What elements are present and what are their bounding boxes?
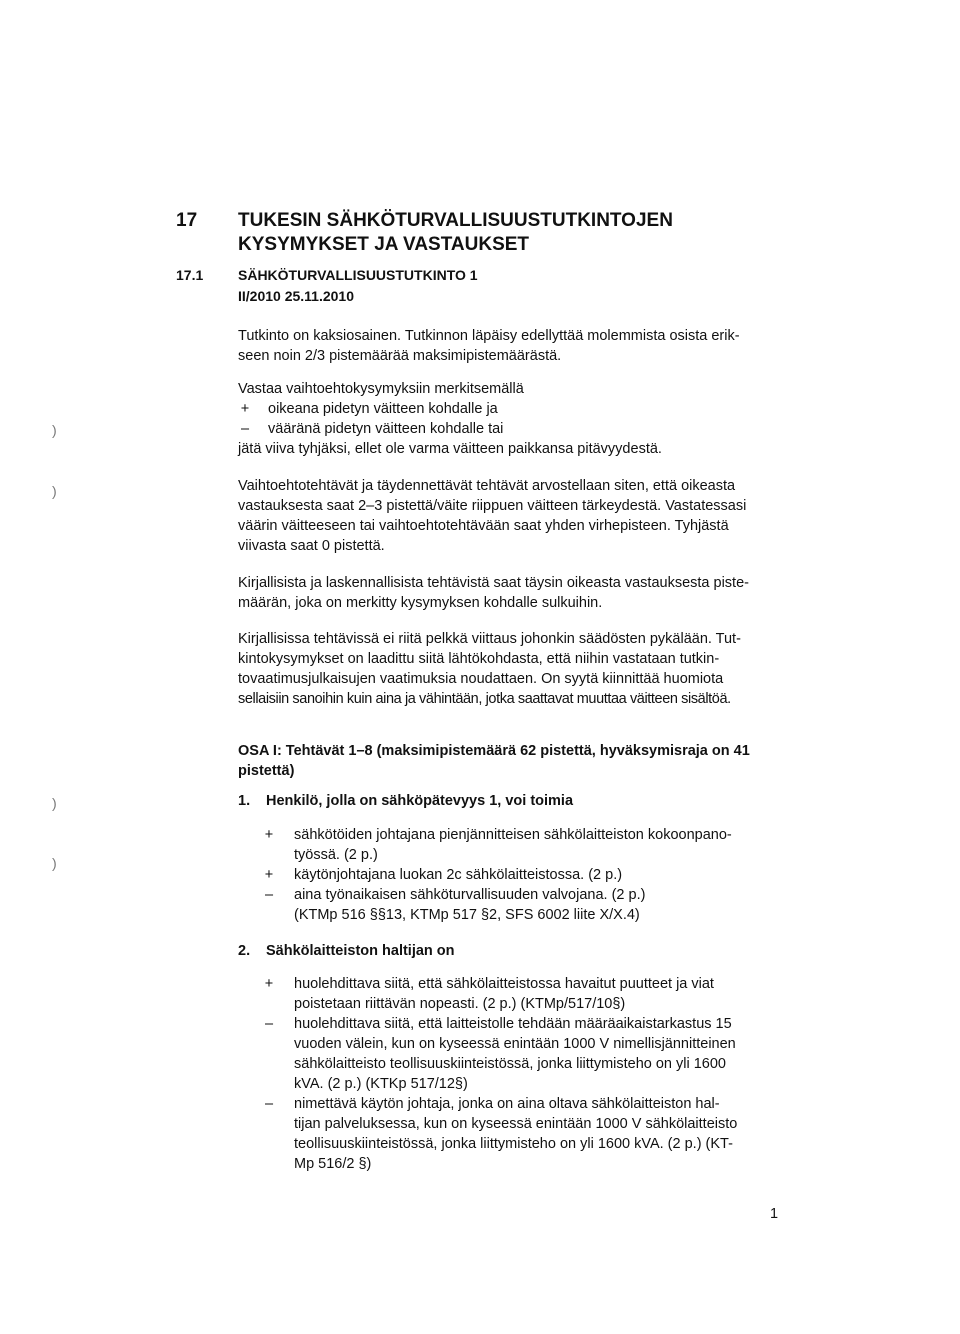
instructions-minus-row bbox=[238, 419, 798, 439]
option-line: teollisuuskiinteistössä, jonka liittymisteho on yli 1600 kVA. (2 p.) (KT- bbox=[294, 1136, 733, 1152]
option-line: tijan palveluksessa, kun on kyseessä enintään 1000 V sähkölaitteisto bbox=[294, 1116, 738, 1132]
instructions-plus-text: oikeana pidetyn väitteen kohdalle ja bbox=[268, 401, 498, 417]
written-tasks-line: Kirjallisista ja laskennallisista tehtävistä saat täysin oikeasta vastauksesta piste- bbox=[238, 575, 749, 591]
references-line: kintokysymykset on laadittu siitä lähtökohdasta, että niihin vastataan tutkin- bbox=[238, 651, 720, 667]
question1-title: Henkilö, jolla on sähköpätevyys 1, voi toimia bbox=[266, 793, 574, 809]
instructions-line: Vastaa vaihtoehtokysymyksiin merkitsemällä bbox=[238, 381, 524, 397]
question2-options bbox=[262, 974, 802, 1174]
references-line: sellaisiin sanoihin kuin aina ja vähintään, jotka saattavat muuttaa väitteen sisältöä. bbox=[238, 691, 731, 707]
option-symbol: + bbox=[264, 976, 274, 992]
option-line: poistetaan riittävän nopeasti. (2 p.) (KTMp/517/10§) bbox=[294, 996, 626, 1012]
page-number: 1 bbox=[770, 1206, 779, 1222]
chapter-number: 17 bbox=[176, 210, 198, 231]
instructions-line: jätä viiva tyhjäksi, ellet ole varma väitteen paikkansa pitävyydestä. bbox=[238, 441, 662, 457]
option-line: huolehdittava siitä, että sähkölaitteistossa havaitut puutteet ja viat bbox=[294, 976, 714, 992]
margin-mark: ) bbox=[52, 795, 57, 811]
option-symbol: – bbox=[264, 1096, 274, 1112]
section-title-line1: SÄHKÖTURVALLISUUSTUTKINTO 1 bbox=[238, 267, 478, 283]
question1-option bbox=[262, 825, 802, 865]
scoring-line: vastauksesta saat 2–3 pistettä/väite riippuen väitteen tärkeydestä. Vastatessasi bbox=[238, 498, 747, 514]
scoring-line: väärin väitteeseen tai vaihtoehtotehtävään saat yhden virhepisteen. Tyhjästä bbox=[238, 518, 729, 534]
intro-line: Tutkinto on kaksiosainen. Tutkinnon läpäisy edellyttää molemmista osista erik- bbox=[238, 328, 740, 344]
references-line: Kirjallisissa tehtävissä ei riitä pelkkä viittaus johonkin säädösten pykälään. Tut- bbox=[238, 631, 741, 647]
option-symbol: – bbox=[264, 887, 274, 903]
scoring-paragraph bbox=[238, 476, 746, 556]
option-symbol: – bbox=[264, 1016, 274, 1032]
option-line: työssä. (2 p.) bbox=[294, 847, 378, 863]
intro-paragraph bbox=[238, 326, 740, 366]
margin-mark: ) bbox=[52, 422, 57, 438]
option-line: sähkölaitteisto teollisuuskiinteistössä, jonka liittymisteho on yli 1600 bbox=[294, 1056, 726, 1072]
part1-heading-line: OSA I: Tehtävät 1–8 (maksimipistemäärä 62 pistettä, hyväksymisraja on 41 bbox=[238, 743, 750, 759]
option-line: aina työnaikaisen sähköturvallisuuden valvojana. (2 p.) bbox=[294, 887, 646, 903]
question2-option bbox=[262, 1014, 802, 1094]
margin-mark: ) bbox=[52, 483, 57, 499]
references-line: tovaatimusjulkaisujen vaatimuksia noudattaen. On syytä kiinnittää huomiota bbox=[238, 671, 724, 687]
answer-instructions bbox=[238, 379, 798, 459]
scoring-line: viivasta saat 0 pistettä. bbox=[238, 538, 385, 554]
option-symbol: + bbox=[264, 867, 274, 883]
option-line: käytönjohtajana luokan 2c sähkölaitteistossa. (2 p.) bbox=[294, 867, 623, 883]
section-number: 17.1 bbox=[176, 267, 204, 283]
margin-mark: ) bbox=[52, 855, 57, 871]
section-title-line2: II/2010 25.11.2010 bbox=[238, 288, 354, 304]
option-line: kVA. (2 p.) (KTKp 517/12§) bbox=[294, 1076, 468, 1092]
part1-heading-line: pistettä) bbox=[238, 763, 295, 779]
question1-option bbox=[262, 885, 802, 925]
question2-option bbox=[262, 974, 802, 1014]
question1-number: 1. bbox=[238, 793, 251, 809]
option-symbol: + bbox=[264, 827, 274, 843]
instructions-plus-row bbox=[238, 399, 798, 419]
option-line: (KTMp 516 §§13, KTMp 517 §2, SFS 6002 liite X/X.4) bbox=[294, 907, 640, 923]
option-line: sähkötöiden johtajana pienjännitteisen sähkölaitteiston kokoonpano- bbox=[294, 827, 732, 843]
option-line: huolehdittava siitä, että laitteistolle tehdään määräaikaistarkastus 15 bbox=[294, 1016, 732, 1032]
question2-number: 2. bbox=[238, 943, 251, 959]
instructions-minus-text: vääränä pidetyn väitteen kohdalle tai bbox=[268, 421, 504, 437]
question1-options bbox=[262, 825, 802, 925]
references-paragraph bbox=[238, 629, 741, 709]
option-line: Mp 516/2 §) bbox=[294, 1156, 372, 1172]
option-line: nimettävä käytön johtaja, jonka on aina oltava sähkölaitteiston hal- bbox=[294, 1096, 720, 1112]
minus-symbol: – bbox=[240, 421, 250, 437]
chapter-title-line2: KYSYMYKSET JA VASTAUKSET bbox=[238, 234, 530, 255]
scoring-line: Vaihtoehtotehtävät ja täydennettävät tehtävät arvostellaan siten, että oikeasta bbox=[238, 478, 736, 494]
chapter-title-line1: TUKESIN SÄHKÖTURVALLISUUSTUTKINTOJEN bbox=[238, 210, 673, 231]
question2-title: Sähkölaitteiston haltijan on bbox=[266, 943, 455, 959]
written-tasks-line: määrän, joka on merkitty kysymyksen kohdalle sulkuihin. bbox=[238, 595, 603, 611]
option-line: vuoden välein, kun on kyseessä enintään 1000 V nimellisjännitteinen bbox=[294, 1036, 736, 1052]
question1-option bbox=[262, 865, 802, 885]
part1-heading bbox=[238, 741, 750, 781]
plus-symbol: + bbox=[240, 401, 250, 417]
written-tasks-paragraph bbox=[238, 573, 749, 613]
intro-line: seen noin 2/3 pistemäärää maksimipistemäärästä. bbox=[238, 348, 562, 364]
question2-option bbox=[262, 1094, 802, 1174]
